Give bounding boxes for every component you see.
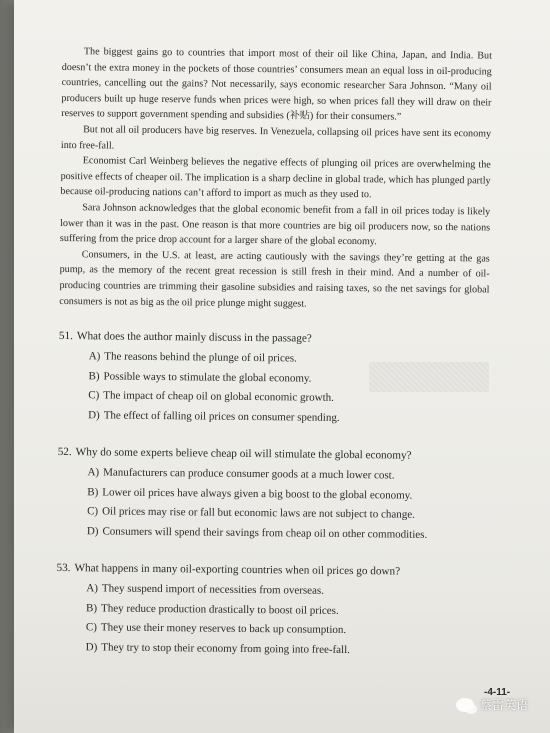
option-text: Oil prices may rise or fall but economic laws are not subject to change. [102, 505, 415, 521]
option-letter: C) [88, 389, 100, 402]
option-d [88, 406, 488, 430]
option-text: They try to stop their economy from going into free-fall. [101, 641, 351, 656]
question-text: Why do some experts believe cheap oil will stimulate the global economy? [75, 446, 412, 462]
option-d [87, 522, 487, 546]
option-letter: B) [88, 369, 100, 383]
option-text: Lower oil prices have always given a big boost to the global economy. [102, 486, 413, 502]
question-stem [56, 559, 486, 582]
option-letter: B) [86, 601, 98, 614]
option-letter: C) [87, 505, 99, 518]
page-content [56, 44, 492, 662]
option-d [86, 638, 486, 662]
question-number: 53. [56, 562, 71, 575]
question-stem [58, 443, 488, 466]
option-list [87, 463, 488, 545]
option-text: The impact of cheap oil on global economic growth. [103, 389, 334, 404]
option-letter: D) [85, 640, 98, 653]
option-letter: A) [87, 466, 100, 479]
question-53 [56, 559, 487, 661]
option-letter: A) [88, 350, 101, 363]
page-number: -4-11- [484, 687, 511, 698]
question-text: What does the author mainly discuss in the passage? [76, 330, 312, 345]
question-number: 52. [57, 446, 72, 459]
option-letter: C) [85, 621, 97, 634]
passage-paragraph-1: The biggest gains go to countries that import most of their oil like China, Japan, and India. But doesn’t the extra money in the pockets of those countries’ consumers mean an equal loss in oil-producing countries, cancelling out the gains? Not necessarily, says economic researcher Sara Johnson. “Many oil producers built up huge reserve funds when prices were high, so when prices fall they will draw on their reserves to support government spending and subsidies (补贴) for their consumers.” [61, 46, 492, 123]
passage-paragraph-3: Economist Carl Weinberg believes the negative effects of plunging oil prices are overwhelming the positive effects of cheaper oil. The implication is a sharp decline in global trade, which has plunged partly because oil-producing nations can’t afford to import as much as they used to. [60, 155, 491, 201]
question-number: 51. [58, 330, 73, 343]
passage-paragraph-5: Consumers, in the U.S. at least, are acting cautiously with the savings they’re getting at the gas pump, as the memory of the recent great recession is still fresh in their mind. And a number of oil-producing countries are trimming their gasoline subsidies and raising taxes, so the net savings for global consumers is not as big as the oil price plunge might suggest. [59, 248, 490, 310]
option-text: Possible ways to stimulate the global economy. [103, 370, 312, 385]
option-text: They reduce production drastically to boost oil prices. [101, 602, 339, 617]
watermark-text: 蔡雷英语 [480, 698, 529, 712]
option-text: Consumers will spend their savings from cheap oil on other commodities. [102, 525, 428, 541]
option-text: The effect of falling oil prices on consumer spending. [103, 409, 340, 424]
option-text: They use their money reserves to back up consumption. [100, 621, 347, 637]
option-list [86, 579, 487, 661]
reading-passage [59, 44, 492, 314]
question-52 [57, 443, 488, 545]
redacted-stamp [369, 362, 489, 392]
passage-paragraph-2: But not all oil producers have big reserves. In Venezuela, collapsing oil prices have sent its economy into free-fall. [60, 124, 492, 152]
wechat-icon [456, 698, 474, 712]
passage-paragraph-4: Sara Johnson acknowledges that the global economic benefit from a fall in oil prices today is likely lower than it was in the past. One reason is that more countries are big oil producers now, so the nations suffering from the price drop account for a larger share of the global economy. [59, 202, 491, 248]
watermark [456, 696, 528, 713]
question-stem [59, 327, 489, 350]
option-letter: B) [87, 485, 99, 498]
option-text: They suspend import of necessities from overseas. [101, 582, 325, 597]
option-letter: D) [86, 524, 99, 538]
option-text: The reasons behind the plunge of oil prices. [104, 350, 297, 365]
option-letter: A) [86, 582, 98, 595]
option-text: Manufacturers can produce consumer goods at a much lower cost. [103, 466, 395, 482]
exam-page [14, 0, 550, 733]
option-letter: D) [88, 408, 100, 422]
question-text: What happens in many oil-exporting countries when oil prices go down? [74, 562, 401, 578]
